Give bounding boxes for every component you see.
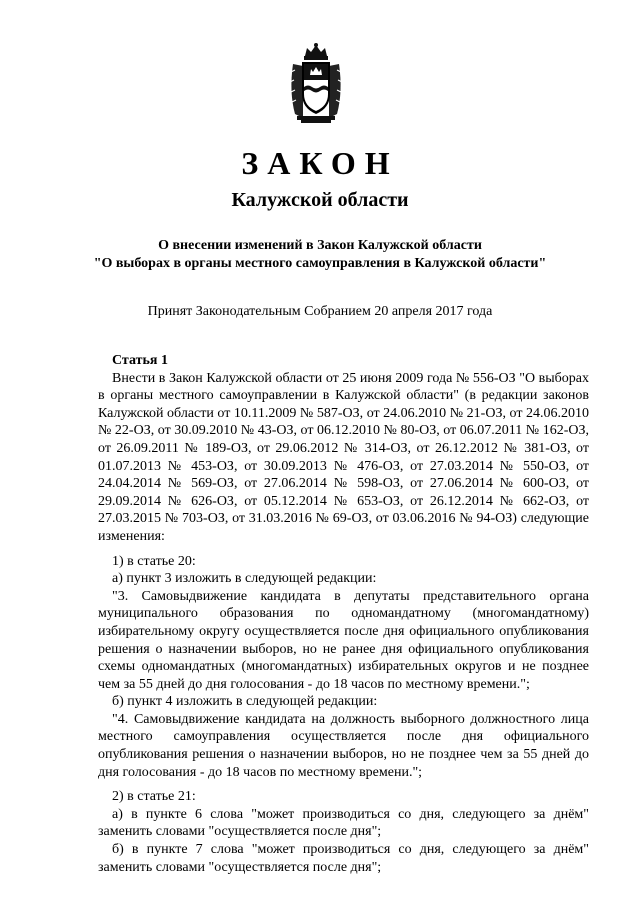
- adoption-note: Принят Законодательным Собранием 20 апреля 2017 года: [147, 304, 493, 319]
- region-title: Калужской области: [231, 189, 409, 211]
- law-subject-line-2: "О выборах в органы местного самоуправления в Калужской области": [93, 256, 547, 271]
- article-body: [98, 352, 589, 876]
- item-1a: а) пункт 3 изложить в следующей редакции:: [112, 571, 377, 587]
- article-intro: Внести в Закон Калужской области от 25 июня 2009 года № 556-ОЗ "О выборах в органы местного самоуправлении в Калужской области" (в редакции законов Калужской области от 10.11.2009 № 587-ОЗ, от 24.06.2010 № 21-ОЗ, от 24.06.2010 № 22-ОЗ, от 30.09.2010 № 43-ОЗ, от 06.12.2010 № 80-ОЗ, от 06.07.2011 № 162-ОЗ, от 26.09.2011 № 189-ОЗ, от 29.06.2012 № 314-ОЗ, от 26.12.2012 № 381-ОЗ, от 01.07.2013 № 453-ОЗ, от 30.09.2013 № 476-ОЗ, от 27.03.2014 № 550-ОЗ, от 24.04.2014 № 569-ОЗ, от 27.06.2014 № 598-ОЗ, от 27.06.2014 № 600-ОЗ, от 29.09.2014 № 626-ОЗ, от 05.12.2014 № 653-ОЗ, от 26.12.2014 № 662-ОЗ, от 27.03.2015 № 703-ОЗ, от 31.03.2016 № 69-ОЗ, от 03.06.2016 № 94-ОЗ) следующие изменения:: [98, 370, 589, 544]
- item-1b: б) пункт 4 изложить в следующей редакции:: [112, 694, 378, 710]
- law-subject-line-1: О внесении изменений в Закон Калужской области: [158, 238, 482, 253]
- item-1a-text: "3. Самовыдвижение кандидата в депутаты представительного органа муниципального образования по одномандатному (многомандатному) избирательному округу осуществляется после дня официального опубликования решения о назначении выборов, но не ранее дня официального опубликования схемы одномандатных (многомандатных) избирательных округов и не позднее чем за 55 дней до дня голосования - до 18 часов по местному времени.";: [98, 588, 589, 692]
- item-1-label: 1) в статье 20:: [112, 553, 196, 569]
- item-2a: а) в пункте 6 слова "может производиться со дня, следующего за днём" заменить словами "осуществляется после дня";: [98, 806, 589, 840]
- law-subject: [0, 237, 640, 273]
- item-2b: б) в пункте 7 слова "может производиться со дня, следующего за днём" заменить словами "осуществляется после дня";: [98, 842, 589, 875]
- item-2-label: 2) в статье 21:: [112, 789, 196, 805]
- coat-of-arms-icon: [283, 42, 349, 124]
- article-heading: Статья 1: [112, 353, 168, 368]
- item-1b-text: "4. Самовыдвижение кандидата на должность выборного должностного лица местного самоуправления осуществляется после дня официального опубликования решения о назначении выборов, но не позднее чем за 55 дней до дня голосования - до 18 часов по местному времени.";: [98, 711, 589, 780]
- document-type-title: ЗАКОН: [241, 145, 399, 181]
